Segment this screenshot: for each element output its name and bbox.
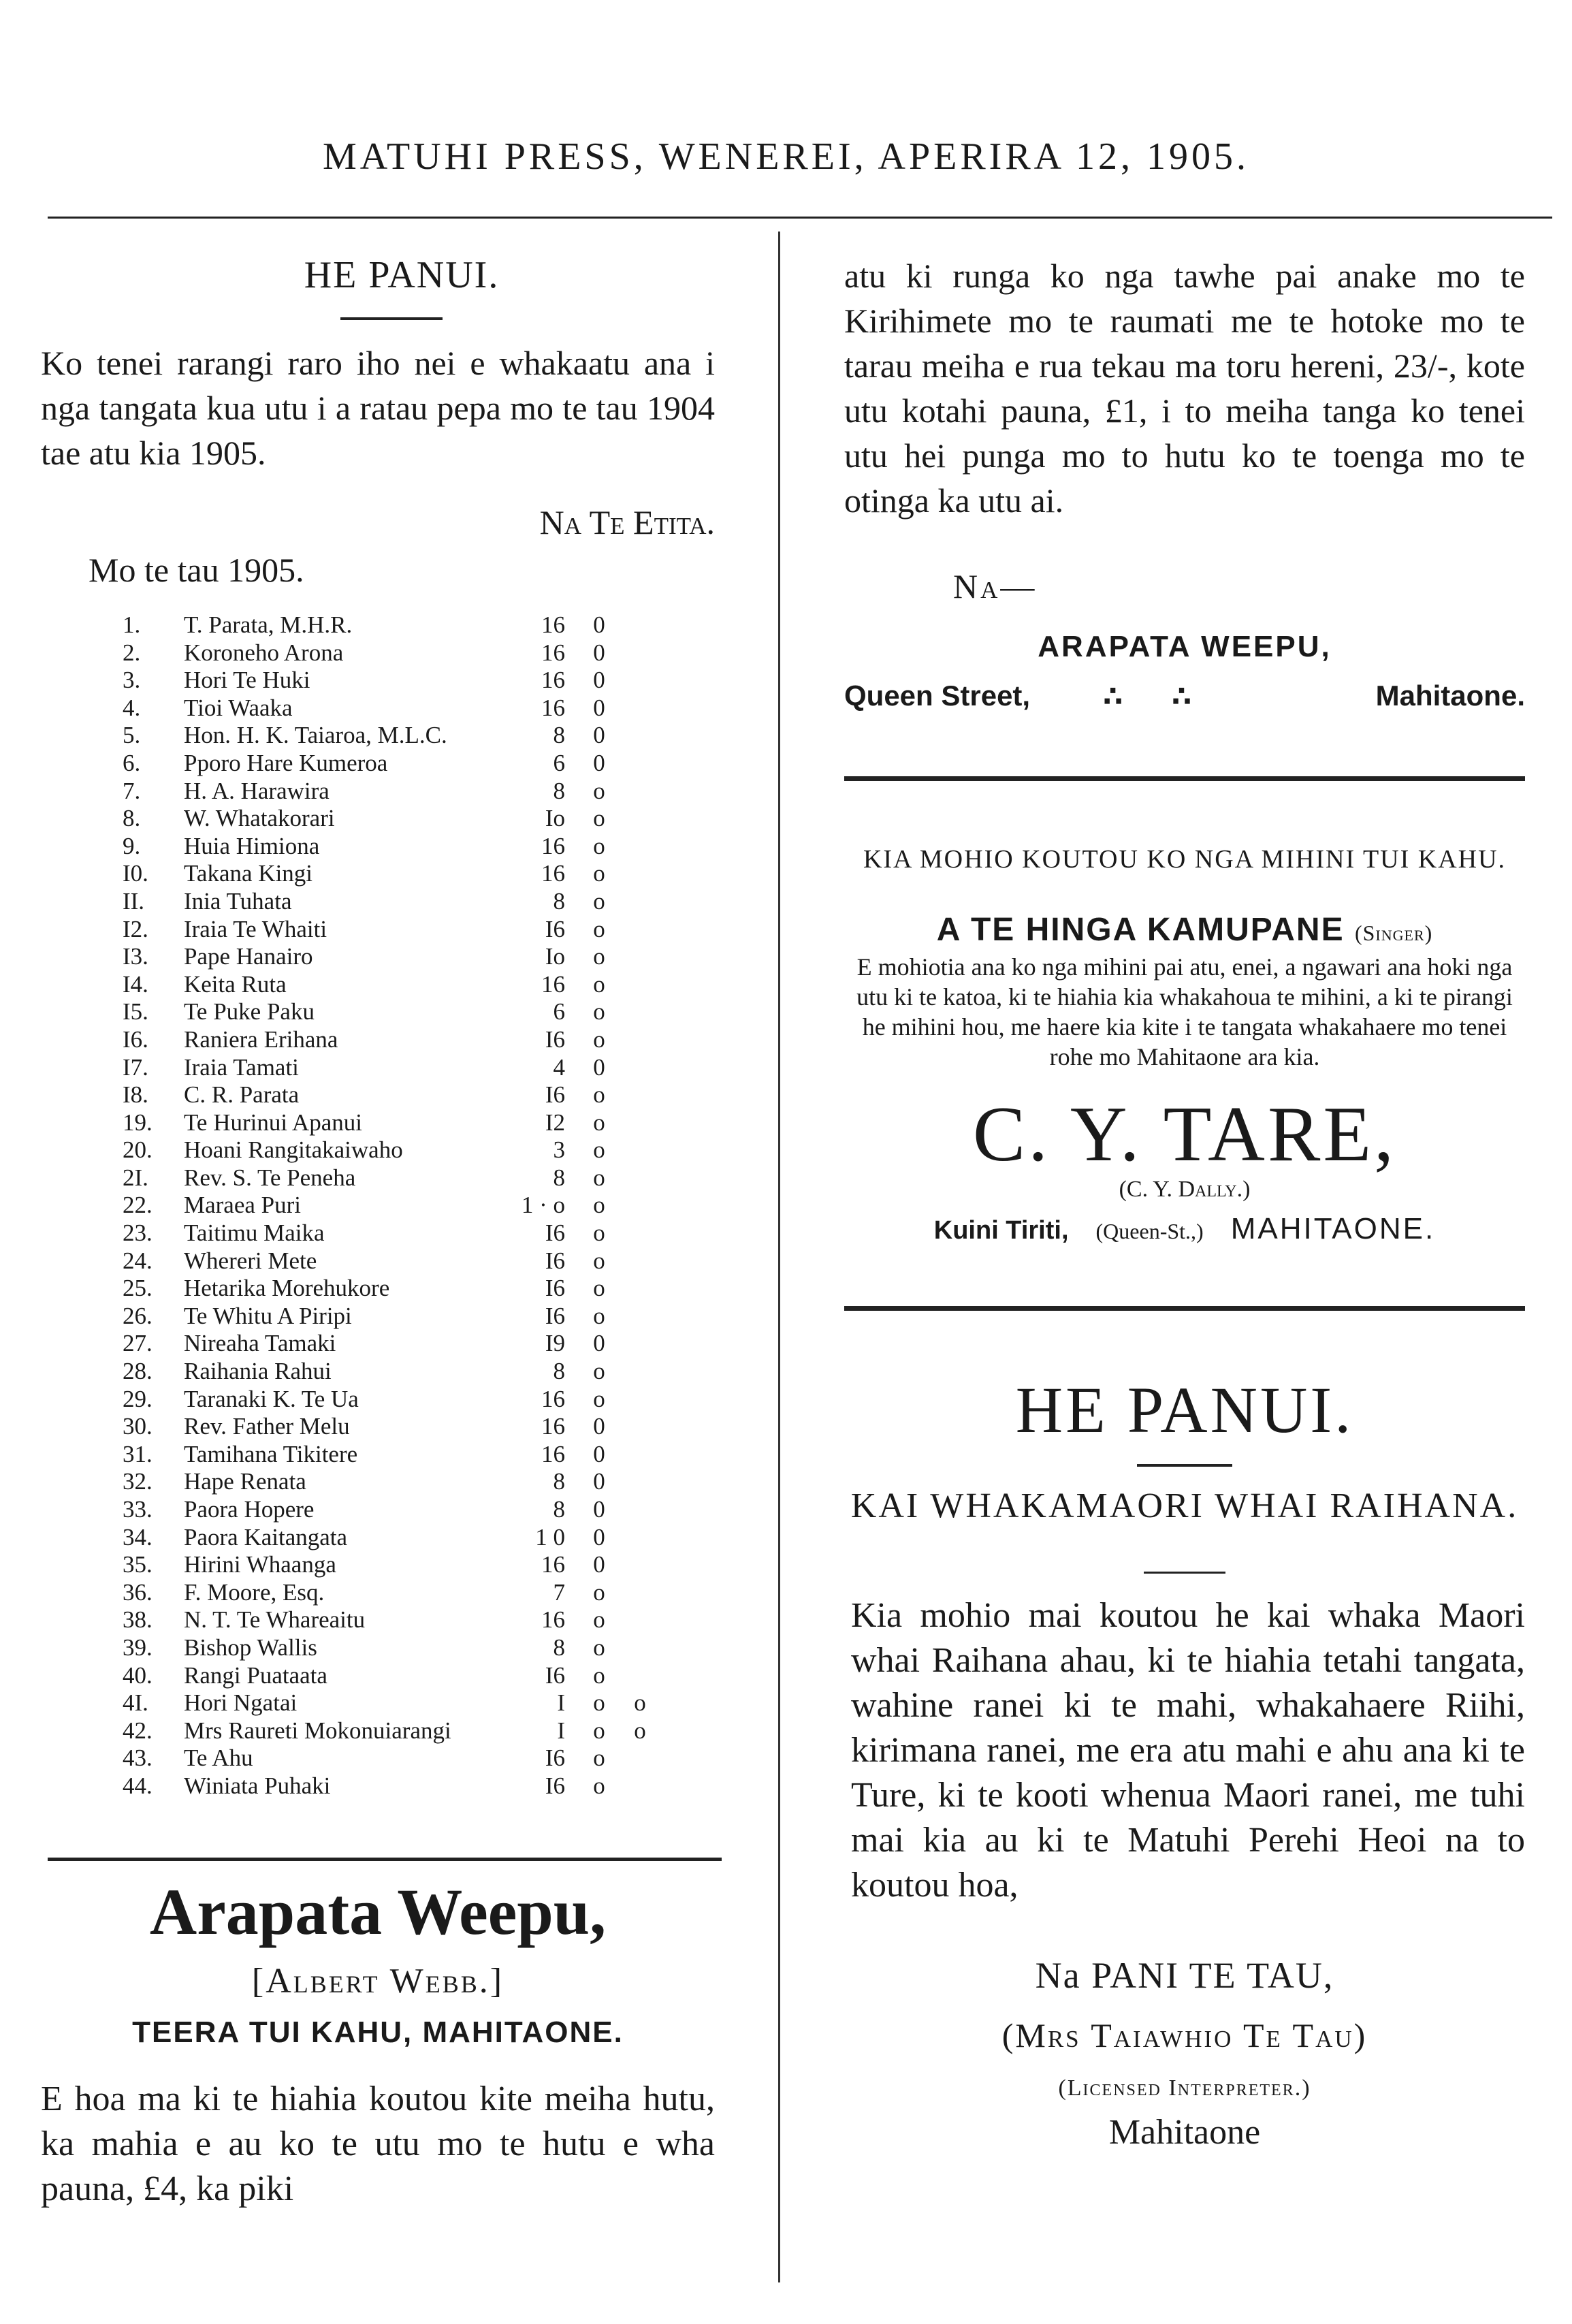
- subscriber-amount: 4: [553, 1053, 565, 1081]
- subscriber-amount: 1 · o: [521, 1192, 565, 1219]
- subscriber-number: 5.: [123, 722, 141, 749]
- subscriber-number: 39.: [123, 1634, 153, 1661]
- subscriber-number: I7.: [123, 1053, 148, 1081]
- subscriber-pence: o: [593, 1578, 605, 1606]
- subscriber-row: [123, 1441, 667, 1469]
- subscriber-number: 31.: [123, 1440, 153, 1467]
- subscriber-name: Te Ahu: [184, 1745, 253, 1772]
- subscriber-row: [123, 1717, 667, 1745]
- ad-singer-company-note: (Singer): [1354, 921, 1433, 945]
- subscriber-number: 33.: [123, 1496, 153, 1523]
- subscriber-amount: 8: [553, 1468, 565, 1495]
- subscriber-amount: 16: [541, 1606, 565, 1634]
- subscriber-row: [123, 1247, 667, 1275]
- subscriber-row: [123, 1606, 667, 1634]
- subscriber-pence: o: [593, 1385, 605, 1412]
- subscriber-number: 26.: [123, 1302, 153, 1329]
- subscriber-row: [123, 1081, 667, 1109]
- subscriber-pence: 0: [593, 1551, 605, 1578]
- subscriber-row: [123, 1634, 667, 1662]
- subscriber-amount: 8: [553, 777, 565, 804]
- subscriber-name: Iraia Tamati: [184, 1053, 299, 1081]
- subscriber-amount: I6: [545, 1275, 565, 1302]
- subscriber-amount: I6: [545, 1772, 565, 1799]
- subscriber-number: 8.: [123, 805, 141, 832]
- subscriber-row: [123, 611, 667, 639]
- subscriber-row: [123, 1662, 667, 1690]
- section-rule: [844, 1306, 1525, 1311]
- ad-singer-town: MAHITAONE.: [1230, 1212, 1436, 1245]
- subscriber-name: Hetarika Morehukore: [184, 1275, 390, 1302]
- subscriber-pence: o: [593, 915, 605, 942]
- subscriber-pence: o: [593, 1109, 605, 1136]
- subscriber-pence: 0: [593, 749, 605, 776]
- subscriber-name: Takana Kingi: [184, 860, 313, 887]
- subscriber-amount: 16: [541, 1413, 565, 1440]
- subscriber-number: 3.: [123, 667, 141, 694]
- subscriber-number: 19.: [123, 1109, 153, 1136]
- subscriber-name: W. Whatakorari: [184, 805, 335, 832]
- subscriber-number: 6.: [123, 749, 141, 776]
- subscriber-name: Rangi Puataata: [184, 1661, 327, 1689]
- subscriber-row: [123, 639, 667, 667]
- subscriber-amount: 16: [541, 667, 565, 694]
- subscriber-row: [123, 750, 667, 778]
- subscriber-row: [123, 1026, 667, 1054]
- subscriber-pence: 0: [593, 1440, 605, 1467]
- subscriber-row: [123, 1772, 667, 1800]
- ad-weepu-na: Na—: [953, 567, 1038, 605]
- subscriber-number: 42.: [123, 1717, 153, 1744]
- address-town: Mahitaone.: [1375, 680, 1525, 712]
- subscriber-pence: o: [593, 1275, 605, 1302]
- subscriber-row: [123, 1164, 667, 1192]
- title-rule: [1144, 1572, 1225, 1574]
- subscriber-row: [123, 1745, 667, 1772]
- subscriber-name: Rev. S. Te Peneha: [184, 1164, 356, 1191]
- subscriber-amount: 1 0: [535, 1523, 565, 1550]
- subscriber-row: [123, 1054, 667, 1082]
- subscriber-number: I5.: [123, 998, 148, 1025]
- subscriber-number: 32.: [123, 1468, 153, 1495]
- subscriber-name: Keita Ruta: [184, 970, 287, 998]
- ad-singer-agent-alias: (C. Y. Dally.): [1119, 1177, 1251, 1202]
- subscriber-name: Nireaha Tamaki: [184, 1330, 336, 1357]
- subscriber-number: 30.: [123, 1413, 153, 1440]
- subscriber-row: [123, 1303, 667, 1331]
- section-rule: [844, 776, 1525, 781]
- subscriber-amount: 16: [541, 832, 565, 859]
- ad-singer-company: A TE HINGA KAMUPANE: [936, 912, 1345, 948]
- subscriber-pence: 0: [593, 667, 605, 694]
- subscriber-pence: 0: [593, 1468, 605, 1495]
- subscriber-row: [123, 998, 667, 1026]
- subscriber-number: I6.: [123, 1025, 148, 1053]
- subscriber-pence: 0: [593, 611, 605, 638]
- subscriber-number: I4.: [123, 970, 148, 998]
- subscriber-name: Hape Renata: [184, 1468, 306, 1495]
- subscriber-row: [123, 1496, 667, 1524]
- ad-singer-address: [844, 1212, 1525, 1246]
- subscriber-pence: o: [593, 1302, 605, 1329]
- subscriber-row: [123, 943, 667, 971]
- subscriber-pence: o: [593, 1606, 605, 1634]
- ad-weepu-signed-name: ARAPATA WEEPU,: [1038, 630, 1332, 663]
- address-ornament: ∴ ∴: [1103, 680, 1213, 712]
- subscriber-pence: o: [593, 887, 605, 914]
- ad-singer-body: E mohiotia ana ko nga mihini pai atu, enei, a ngawari ana hoki nga utu ki te katoa, ki te hiahia kia whakahoua te mihini, a ki te pirangi he mihini hou, me haere kia kite i te tangata whakahaere mo tenei rohe mo Mahitaone ara kia.: [856, 953, 1513, 1070]
- subscriber-pence: o: [593, 1689, 605, 1717]
- subscriber-pence: 0: [593, 1496, 605, 1523]
- subscriber-name: Whereri Mete: [184, 1247, 317, 1274]
- subscriber-pence: o: [593, 777, 605, 804]
- subscriber-number: 24.: [123, 1247, 153, 1274]
- subscriber-number: 2.: [123, 639, 141, 666]
- subscriber-row: [123, 1524, 667, 1552]
- subscriber-name: Raihania Rahui: [184, 1358, 332, 1385]
- subscriber-number: 20.: [123, 1136, 153, 1164]
- subscriber-row: [123, 778, 667, 806]
- subscriber-pence: o: [593, 1164, 605, 1191]
- subscriber-row: [123, 1192, 667, 1220]
- subscriber-pence: 0: [593, 1413, 605, 1440]
- subscriber-name: Taitimu Maika: [184, 1220, 325, 1247]
- subscriber-row: [123, 722, 667, 750]
- masthead: MATUHI PRESS, WENEREI, APERIRA 12, 1905.: [322, 136, 1250, 178]
- address-street: Queen Street,: [844, 680, 1031, 712]
- subscriber-number: 38.: [123, 1606, 153, 1634]
- subscriber-row: [123, 1579, 667, 1607]
- subscriber-name: Hon. H. K. Taiaroa, M.L.C.: [184, 722, 447, 749]
- subscriber-name: Tamihana Tikitere: [184, 1440, 358, 1467]
- subscriber-row: [123, 971, 667, 999]
- subscriber-amount: I6: [545, 1081, 565, 1109]
- subscriber-amount: 16: [541, 1440, 565, 1467]
- subscriber-pence: o: [593, 832, 605, 859]
- subscriber-number: 43.: [123, 1745, 153, 1772]
- subscriber-name: Paora Hopere: [184, 1496, 315, 1523]
- subscriber-row: [123, 888, 667, 916]
- subscriber-number: I2.: [123, 915, 148, 942]
- subscriber-amount: 3: [553, 1136, 565, 1164]
- subscriber-name: Paora Kaitangata: [184, 1523, 348, 1550]
- subscriber-amount: I6: [545, 1025, 565, 1053]
- subscriber-name: C. R. Parata: [184, 1081, 300, 1109]
- ad-weepu-business: TEERA TUI KAHU, MAHITAONE.: [132, 2016, 624, 2049]
- subscriber-pence: o: [593, 1358, 605, 1385]
- subscriber-name: T. Parata, M.H.R.: [184, 611, 353, 638]
- subscriber-amount: 8: [553, 1496, 565, 1523]
- subscriber-amount: 16: [541, 611, 565, 638]
- subscriber-number: 4.: [123, 694, 141, 721]
- subscriber-name: Rev. Father Melu: [184, 1413, 350, 1440]
- subscriber-name: Bishop Wallis: [184, 1634, 317, 1661]
- subscriber-row: [123, 1275, 667, 1303]
- subscriber-name: Te Whitu A Piripi: [184, 1302, 352, 1329]
- subscriber-row: [123, 1551, 667, 1579]
- subscriber-number: 7.: [123, 777, 141, 804]
- subscriber-amount: 7: [553, 1578, 565, 1606]
- subscriber-row: [123, 916, 667, 944]
- subscriber-row: [123, 1689, 667, 1717]
- notice-year-line: Mo te tau 1905.: [89, 551, 304, 589]
- subscriber-row: [123, 1136, 667, 1164]
- subscriber-row: [123, 833, 667, 861]
- ad-weepu-alias: [Albert Webb.]: [251, 1962, 504, 2001]
- subscriber-pence: o: [593, 1081, 605, 1109]
- subscriber-number: 4I.: [123, 1689, 148, 1717]
- subscriber-row: [123, 1330, 667, 1358]
- subscriber-pence: 0: [593, 1330, 605, 1357]
- subscriber-name: Huia Himiona: [184, 832, 320, 859]
- ad-singer-street-en: (Queen-St.,): [1095, 1219, 1204, 1243]
- subscriber-number: 29.: [123, 1385, 153, 1412]
- subscriber-amount: I: [557, 1689, 565, 1717]
- subscriber-row: [123, 667, 667, 695]
- subscriber-pence: o: [593, 1220, 605, 1247]
- interpreter-place: Mahitaone: [1108, 2113, 1261, 2152]
- subscriber-name: Maraea Puri: [184, 1192, 302, 1219]
- subscriber-row: [123, 1386, 667, 1414]
- interpreter-licensed: (Licensed Interpreter.): [1058, 2075, 1311, 2101]
- subscriber-pence: o: [593, 1136, 605, 1164]
- subscriber-amount: 8: [553, 1164, 565, 1191]
- subscriber-number: 35.: [123, 1551, 153, 1578]
- subscriber-name: Hirini Whaanga: [184, 1551, 336, 1578]
- subscriber-number: 2I.: [123, 1164, 148, 1191]
- subscriber-name: Tioi Waaka: [184, 694, 293, 721]
- subscriber-number: 44.: [123, 1772, 153, 1799]
- subscriber-pence: o: [593, 970, 605, 998]
- interpreter-mrs: (Mrs Taiawhio Te Tau): [1001, 2016, 1368, 2054]
- ad-singer-heading: KIA MOHIO KOUTOU KO NGA MIHINI TUI KAHU.: [863, 845, 1507, 874]
- subscriber-amount: I: [557, 1717, 565, 1744]
- subscriber-name: Te Puke Paku: [184, 998, 315, 1025]
- ad-singer-company-line: [844, 911, 1525, 949]
- subscriber-number: I3.: [123, 943, 148, 970]
- subscriber-name: N. T. Te Whareaitu: [184, 1606, 366, 1634]
- subscriber-pence: o: [593, 943, 605, 970]
- subscriber-pence: 0: [593, 639, 605, 666]
- subscriber-amount: 16: [541, 639, 565, 666]
- subscriber-name: Mrs Raureti Mokonuiarangi: [184, 1717, 451, 1744]
- subscriber-pence: 0: [593, 722, 605, 749]
- interpreter-signed: Na PANI TE TAU,: [1035, 1955, 1334, 1996]
- subscriber-pence: o: [593, 1634, 605, 1661]
- subscriber-extra: o: [634, 1689, 646, 1717]
- subscriber-number: 40.: [123, 1661, 153, 1689]
- subscriber-amount: 16: [541, 860, 565, 887]
- subscriber-row: [123, 1220, 667, 1247]
- ad-singer-street: Kuini Tiriti,: [933, 1216, 1069, 1245]
- subscriber-amount: I6: [545, 1745, 565, 1772]
- interpreter-subtitle: KAI WHAKAMAORI WHAI RAIHANA.: [850, 1486, 1519, 1525]
- ad-singer-agent: C. Y. TARE,: [972, 1091, 1397, 1178]
- title-rule: [340, 317, 443, 320]
- subscriber-pence: 0: [593, 1523, 605, 1550]
- subscriber-name: Hoani Rangitakaiwaho: [184, 1136, 403, 1164]
- subscriber-list: [123, 611, 667, 1800]
- interpreter-title: HE PANUI.: [1015, 1373, 1354, 1446]
- subscriber-amount: 16: [541, 1551, 565, 1578]
- subscriber-amount: 8: [553, 1358, 565, 1385]
- subscriber-number: 36.: [123, 1578, 153, 1606]
- subscriber-number: I0.: [123, 860, 148, 887]
- subscriber-name: Inia Tuhata: [184, 887, 292, 914]
- subscriber-amount: 16: [541, 1385, 565, 1412]
- subscriber-pence: o: [593, 1247, 605, 1274]
- subscriber-pence: o: [593, 1717, 605, 1744]
- subscriber-name: F. Moore, Esq.: [184, 1578, 325, 1606]
- subscriber-amount: I6: [545, 1661, 565, 1689]
- subscriber-name: Koroneho Arona: [184, 639, 344, 666]
- subscriber-number: 23.: [123, 1220, 153, 1247]
- interpreter-body: Kia mohio mai koutou he kai whaka Maori whai Raihana ahau, ki te hiahia tetahi tangata, wahine ranei ki te mahi, whakahaere Riihi, kirimana ranei, me era atu mahi e ahu ana ki te Ture, ki te kooti whenua Maori ranei, me tuhi mai kia au ki te Matuhi Perehi Heoi na to koutou hoa,: [851, 1596, 1525, 1905]
- subscriber-amount: I6: [545, 1302, 565, 1329]
- ad-weepu-body: E hoa ma ki te hiahia koutou kite meiha hutu, ka mahia e au ko te utu mo te hutu e wha pauna, £4, ka piki: [41, 2080, 715, 2208]
- subscriber-pence: 0: [593, 694, 605, 721]
- subscriber-row: [123, 805, 667, 833]
- subscriber-row: [123, 1413, 667, 1441]
- subscriber-number: II.: [123, 887, 145, 914]
- subscriber-name: Pporo Hare Kumeroa: [184, 749, 388, 776]
- subscriber-row: [123, 695, 667, 722]
- subscriber-row: [123, 1358, 667, 1386]
- subscriber-amount: Io: [545, 943, 565, 970]
- subscriber-name: H. A. Harawira: [184, 777, 330, 804]
- section-rule: [48, 1858, 722, 1861]
- subscriber-pence: o: [593, 1192, 605, 1219]
- subscriber-row: [123, 1109, 667, 1137]
- subscriber-number: 25.: [123, 1275, 153, 1302]
- subscriber-amount: 6: [553, 998, 565, 1025]
- subscriber-pence: o: [593, 998, 605, 1025]
- subscriber-amount: 8: [553, 887, 565, 914]
- subscriber-amount: I6: [545, 915, 565, 942]
- subscriber-pence: o: [593, 1745, 605, 1772]
- subscriber-row: [123, 1468, 667, 1496]
- subscriber-pence: o: [593, 860, 605, 887]
- subscriber-number: 34.: [123, 1523, 153, 1550]
- subscriber-name: Taranaki K. Te Ua: [184, 1385, 359, 1412]
- ad-weepu-name: Arapata Weepu,: [149, 1875, 607, 1948]
- notice-title: HE PANUI.: [304, 254, 500, 296]
- ad-weepu-continued: atu ki runga ko nga tawhe pai anake mo te Kirihimete mo te raumati me te hotoke mo te tarau meiha e rua tekau ma toru hereni, 23/-, kote utu kotahi pauna, £1, i to meiha tanga ko tenei utu hei punga mo to hutu ko te toenga mo te otinga ka utu ai.: [844, 257, 1525, 520]
- subscriber-pence: o: [593, 1772, 605, 1799]
- notice-signature: Na Te Etita.: [539, 503, 715, 541]
- subscriber-number: I8.: [123, 1081, 148, 1109]
- subscriber-extra: o: [634, 1717, 646, 1744]
- subscriber-number: 28.: [123, 1358, 153, 1385]
- subscriber-name: Te Hurinui Apanui: [184, 1109, 362, 1136]
- notice-intro: Ko tenei rarangi raro iho nei e whakaatu ana i nga tangata kua utu i a ratau pepa mo te tau 1904 tae atu kia 1905.: [41, 344, 715, 472]
- subscriber-amount: 16: [541, 970, 565, 998]
- title-rule: [1137, 1464, 1232, 1467]
- subscriber-pence: o: [593, 805, 605, 832]
- subscriber-amount: 6: [553, 749, 565, 776]
- subscriber-amount: Io: [545, 805, 565, 832]
- subscriber-amount: I9: [545, 1330, 565, 1357]
- subscriber-amount: I6: [545, 1247, 565, 1274]
- subscriber-number: 27.: [123, 1330, 153, 1357]
- subscriber-row: [123, 860, 667, 888]
- subscriber-pence: 0: [593, 1053, 605, 1081]
- subscriber-name: Hori Ngatai: [184, 1689, 298, 1717]
- subscriber-pence: o: [593, 1661, 605, 1689]
- subscriber-amount: I6: [545, 1220, 565, 1247]
- subscriber-number: 22.: [123, 1192, 153, 1219]
- subscriber-number: 9.: [123, 832, 141, 859]
- subscriber-name: Raniera Erihana: [184, 1025, 338, 1053]
- column-divider: [778, 232, 780, 2282]
- subscriber-amount: 8: [553, 722, 565, 749]
- subscriber-name: Iraia Te Whaiti: [184, 915, 327, 942]
- subscriber-amount: 8: [553, 1634, 565, 1661]
- subscriber-name: Winiata Puhaki: [184, 1772, 331, 1799]
- subscriber-name: Pape Hanairo: [184, 943, 313, 970]
- masthead-rule: [48, 217, 1552, 219]
- subscriber-name: Hori Te Huki: [184, 667, 310, 694]
- subscriber-amount: I2: [545, 1109, 565, 1136]
- subscriber-amount: 16: [541, 694, 565, 721]
- subscriber-number: 1.: [123, 611, 141, 638]
- subscriber-pence: o: [593, 1025, 605, 1053]
